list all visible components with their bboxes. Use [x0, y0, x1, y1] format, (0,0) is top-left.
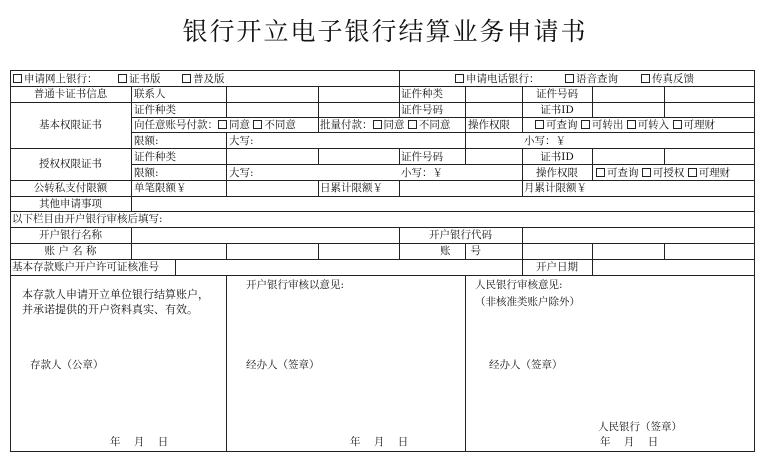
- col-line: [131, 86, 132, 212]
- checkbox-phone-bank[interactable]: [455, 74, 464, 83]
- checkbox-auth-authorize[interactable]: [642, 168, 651, 177]
- id-no-label: 证件号码: [536, 88, 578, 100]
- col-line: [226, 132, 227, 148]
- checkbox-auth-finance[interactable]: [688, 168, 697, 177]
- basic-lower-label: 小写：￥: [524, 135, 566, 147]
- depositor-seal-label: 存款人（公章）: [30, 359, 104, 371]
- col-line: [399, 86, 400, 102]
- auth-id-no-label: 证件号码: [401, 151, 443, 163]
- checkbox-auth-query[interactable]: [596, 168, 605, 177]
- row-line: [131, 117, 755, 118]
- checkbox-voice-query[interactable]: [565, 74, 574, 83]
- auth-limit-label: 限额:: [134, 167, 159, 179]
- checkbox-cert-edition[interactable]: [118, 74, 127, 83]
- row-line: [10, 275, 755, 276]
- row-line: [10, 148, 755, 149]
- col-line: [592, 102, 593, 117]
- row-line: [10, 259, 755, 260]
- checkbox-net-bank[interactable]: [13, 74, 22, 83]
- batch-pay: [320, 119, 450, 131]
- checkbox-pay-any-agree[interactable]: [218, 120, 227, 129]
- border-right: [754, 70, 755, 452]
- checkbox-fax-feedback[interactable]: [641, 74, 650, 83]
- disagree-label: 不同意: [418, 119, 451, 131]
- can-query-label: 可查询: [546, 119, 578, 131]
- col-line: [318, 180, 319, 196]
- daily-limit-label: 日累计限额￥: [320, 182, 383, 194]
- row-line: [10, 86, 755, 87]
- col-line: [226, 86, 227, 102]
- basic-upper-label: 大写:: [229, 135, 254, 147]
- col-line: [226, 243, 227, 259]
- bank-name-label: 开户银行名称: [39, 229, 102, 241]
- col-line: [592, 86, 593, 102]
- auth-op-perm-label: 操作权限: [536, 167, 578, 179]
- basic-cert-label: 基本权限证书: [39, 119, 102, 131]
- col-line: [399, 148, 400, 164]
- col-line: [522, 180, 523, 196]
- checkbox-popular-edition[interactable]: [182, 74, 191, 83]
- col-line: [664, 86, 665, 102]
- can-auth-label: 可授权: [652, 167, 685, 179]
- row-line: [10, 243, 755, 244]
- auth-cert-label: 授权权限证书: [39, 158, 102, 170]
- col-line: [226, 180, 227, 196]
- phone-bank-apply: [455, 73, 540, 85]
- disagree-label: 不同意: [264, 119, 296, 131]
- can-finance-label: 可理财: [698, 167, 731, 179]
- pay-any-account: [134, 119, 296, 131]
- auth-upper-label: 大写:: [229, 167, 254, 179]
- checkbox-can-finance[interactable]: [673, 120, 682, 129]
- auth-cert-id-label: 证书ID: [540, 151, 574, 163]
- col-line: [226, 102, 227, 117]
- basic-id-type-label: 证件种类: [134, 104, 176, 116]
- voice-query-option: [565, 73, 618, 85]
- pboc-note: （非核准类账户除外）: [475, 296, 580, 308]
- bank-handler-sign: 经办人（签章）: [246, 359, 320, 371]
- col-line: [318, 102, 319, 117]
- border-top: [10, 70, 755, 71]
- col-line: [399, 70, 400, 86]
- basic-id-no-label: 证件号码: [401, 104, 443, 116]
- fax-feedback-label: 传真反馈: [652, 73, 694, 85]
- col-line: [318, 86, 319, 102]
- basic-cert-id-label: 证书ID: [540, 104, 574, 116]
- popular-edition-label: 普及版: [193, 73, 225, 85]
- pboc-review-label: 人民银行审核意见:: [475, 279, 563, 291]
- monthly-limit-label: 月累计限额￥: [524, 182, 587, 194]
- other-items-label: 其他申请事项: [39, 198, 102, 210]
- normal-card-cert-label: 普通卡证书信息: [33, 88, 108, 100]
- col-line: [465, 148, 466, 164]
- pboc-review-date: 年 月 日: [600, 436, 659, 448]
- basic-permissions: [535, 119, 715, 131]
- license-no-label: 基本存款账户开户许可证核准号: [12, 261, 159, 273]
- depositor-date: 年 月 日: [110, 436, 169, 448]
- checkbox-batch-disagree[interactable]: [408, 120, 417, 129]
- col-line: [465, 275, 466, 452]
- popular-edition-option: [182, 73, 225, 85]
- col-line: [465, 102, 466, 148]
- cert-edition-label: 证书版: [129, 73, 161, 85]
- pboc-seal-label: 人民银行（签章）: [598, 421, 682, 433]
- bank-code-label: 开户银行代码: [429, 229, 492, 241]
- row-line: [131, 164, 755, 165]
- col-line: [664, 243, 665, 259]
- id-type-label: 证件种类: [401, 88, 443, 100]
- checkbox-batch-agree[interactable]: [373, 120, 382, 129]
- fax-feedback-option: [641, 73, 694, 85]
- can-finance-label: 可理财: [683, 119, 716, 131]
- transfer-limit-label: 公转私支付限额: [33, 182, 108, 194]
- col-line: [175, 259, 176, 275]
- checkbox-can-query[interactable]: [535, 120, 544, 129]
- depositor-statement: 本存款人申请开立单位银行结算账户，并承诺提供的开户资料真实、有效。: [22, 288, 209, 316]
- col-line: [226, 148, 227, 164]
- auth-lower-label: 小写：￥: [401, 167, 443, 179]
- row-line: [10, 180, 755, 181]
- col-line: [226, 275, 227, 452]
- col-line: [131, 227, 132, 259]
- col-line: [399, 180, 400, 196]
- account-name-label: 账 户 名 称: [44, 245, 97, 257]
- col-line: [318, 117, 319, 132]
- col-line: [318, 243, 319, 259]
- row-line: [131, 132, 755, 133]
- checkbox-can-in[interactable]: [627, 120, 636, 129]
- account-no-label: 账 号: [439, 245, 482, 257]
- agree-label: 同意: [383, 119, 405, 131]
- can-query-label: 可查询: [607, 167, 639, 179]
- basic-limit-label: 限额:: [134, 135, 159, 147]
- checkbox-pay-any-disagree[interactable]: [253, 120, 262, 129]
- col-line: [664, 102, 665, 117]
- col-line: [399, 102, 400, 117]
- pay-any-label: 向任意账号付款：: [134, 119, 218, 131]
- open-date-label: 开户日期: [536, 261, 578, 273]
- phone-bank-label: 申请电话银行：: [466, 73, 540, 85]
- col-line: [465, 86, 466, 102]
- can-in-label: 可转入: [637, 119, 670, 131]
- row-line: [10, 227, 755, 228]
- basic-op-perm-label: 操作权限: [468, 119, 510, 131]
- agree-label: 同意: [229, 119, 250, 131]
- auth-permissions: [596, 167, 730, 179]
- row-line: [10, 196, 755, 197]
- batch-pay-label: 批量付款：: [320, 119, 373, 131]
- bank-review-date: 年 月 日: [350, 436, 409, 448]
- pboc-handler-sign: 经办人（签章）: [489, 359, 563, 371]
- net-bank-apply: [13, 73, 98, 85]
- checkbox-can-out[interactable]: [581, 120, 590, 129]
- auth-id-type-label: 证件种类: [134, 151, 176, 163]
- border-bottom: [10, 451, 755, 452]
- col-line: [592, 148, 593, 180]
- form-title: 银行开立电子银行结算业务申请书: [182, 17, 588, 46]
- row-line: [10, 102, 755, 103]
- can-out-label: 可转出: [591, 119, 624, 131]
- bank-section-note: 以下栏目由开户银行审核后填写:: [12, 213, 163, 225]
- single-limit-label: 单笔限额￥: [134, 182, 187, 194]
- col-line: [664, 148, 665, 164]
- contact-label: 联系人: [134, 88, 166, 100]
- col-line: [592, 243, 593, 275]
- row-line: [10, 211, 755, 212]
- col-line: [318, 148, 319, 164]
- net-bank-label: 申请网上银行：: [24, 73, 98, 85]
- bank-review-label: 开户银行审核以意见:: [246, 279, 345, 291]
- voice-query-label: 语音查询: [576, 73, 618, 85]
- cert-edition-option: [118, 73, 161, 85]
- col-line: [226, 164, 227, 180]
